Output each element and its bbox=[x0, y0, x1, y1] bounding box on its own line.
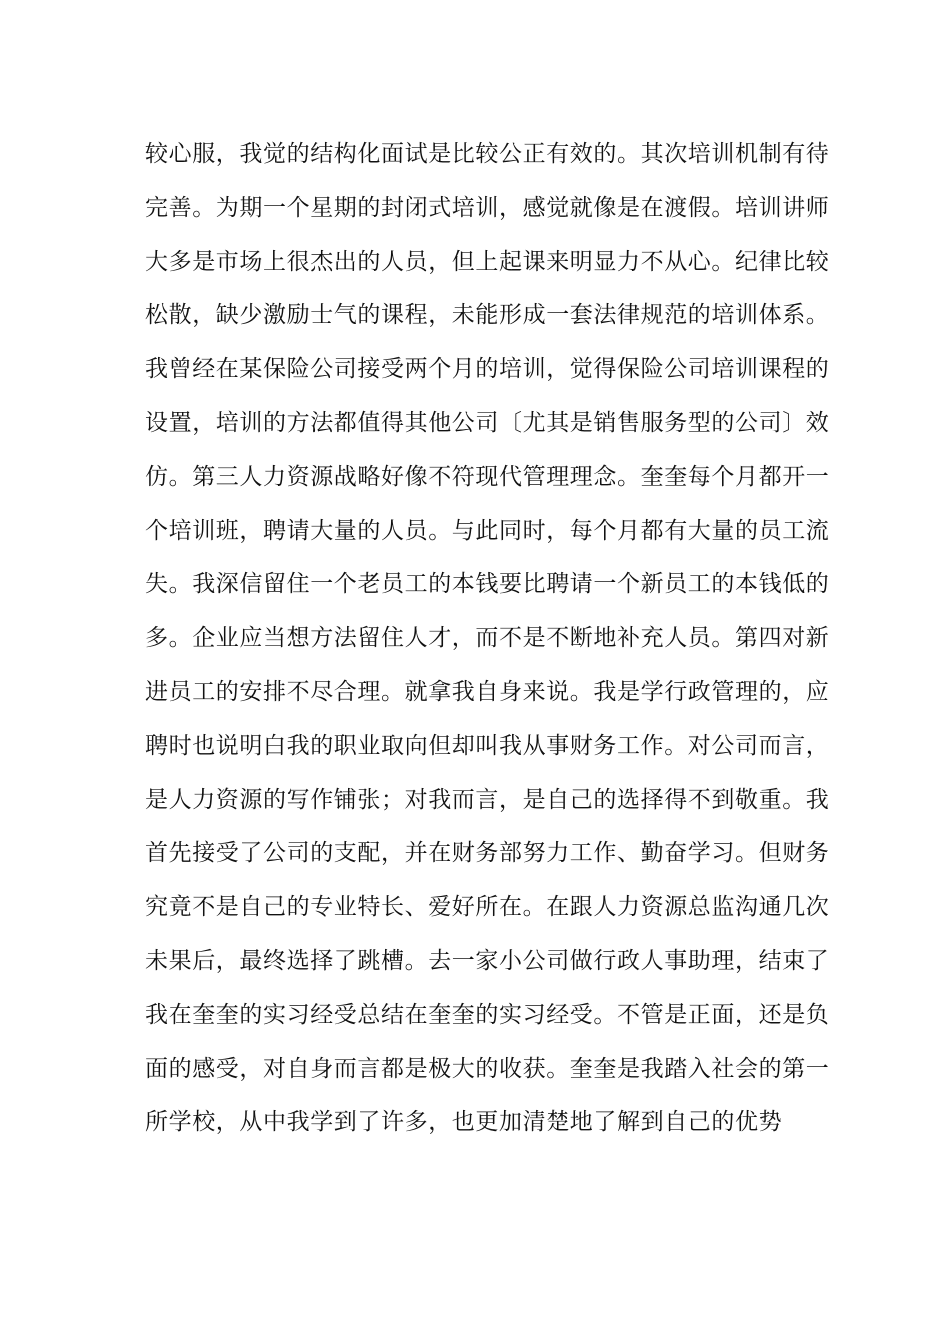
text-line: 仿。第三人力资源战略好像不符现代管理理念。奎奎每个月都开一 bbox=[145, 463, 830, 490]
text-line: 所学校，从中我学到了许多，也更加清楚地了解到自己的优势 bbox=[145, 1109, 783, 1136]
text-line: 大多是市场上很杰出的人员，但上起课来明显力不从心。纪律比较 bbox=[145, 248, 830, 275]
text-line: 未果后，最终选择了跳槽。去一家小公司做行政人事助理，结束了 bbox=[145, 947, 830, 974]
text-line: 聘时也说明白我的职业取向但却叫我从事财务工作。对公司而言， bbox=[145, 732, 830, 759]
text-line: 进员工的安排不尽合理。就拿我自身来说。我是学行政管理的，应 bbox=[145, 678, 830, 705]
body-text bbox=[145, 128, 830, 1150]
text-line: 完善。为期一个星期的封闭式培训，感觉就像是在渡假。培训讲师 bbox=[145, 194, 830, 221]
text-line: 失。我深信留住一个老员工的本钱要比聘请一个新员工的本钱低的 bbox=[145, 571, 830, 598]
text-line: 个培训班，聘请大量的人员。与此同时，每个月都有大量的员工流 bbox=[145, 517, 830, 544]
text-line: 面的感受，对自身而言都是极大的收获。奎奎是我踏入社会的第一 bbox=[145, 1055, 830, 1082]
text-line: 首先接受了公司的支配，并在财务部努力工作、勤奋学习。但财务 bbox=[145, 840, 830, 867]
text-line: 松散，缺少激励士气的课程，未能形成一套法律规范的培训体系。 bbox=[145, 302, 830, 329]
text-line: 我曾经在某保险公司接受两个月的培训，觉得保险公司培训课程的 bbox=[145, 356, 830, 383]
text-line: 是人力资源的写作铺张；对我而言，是自己的选择得不到敬重。我 bbox=[145, 786, 830, 813]
text-line: 我在奎奎的实习经受总结在奎奎的实习经受。不管是正面，还是负 bbox=[145, 1001, 830, 1028]
text-line: 设置，培训的方法都值得其他公司〔尤其是销售服务型的公司〕效 bbox=[145, 409, 830, 436]
text-line: 较心服，我觉的结构化面试是比较公正有效的。其次培训机制有待 bbox=[145, 141, 830, 167]
text-line: 究竟不是自己的专业特长、爱好所在。在跟人力资源总监沟通几次 bbox=[145, 894, 830, 921]
text-line: 多。企业应当想方法留住人才，而不是不断地补充人员。第四对新 bbox=[145, 625, 830, 652]
